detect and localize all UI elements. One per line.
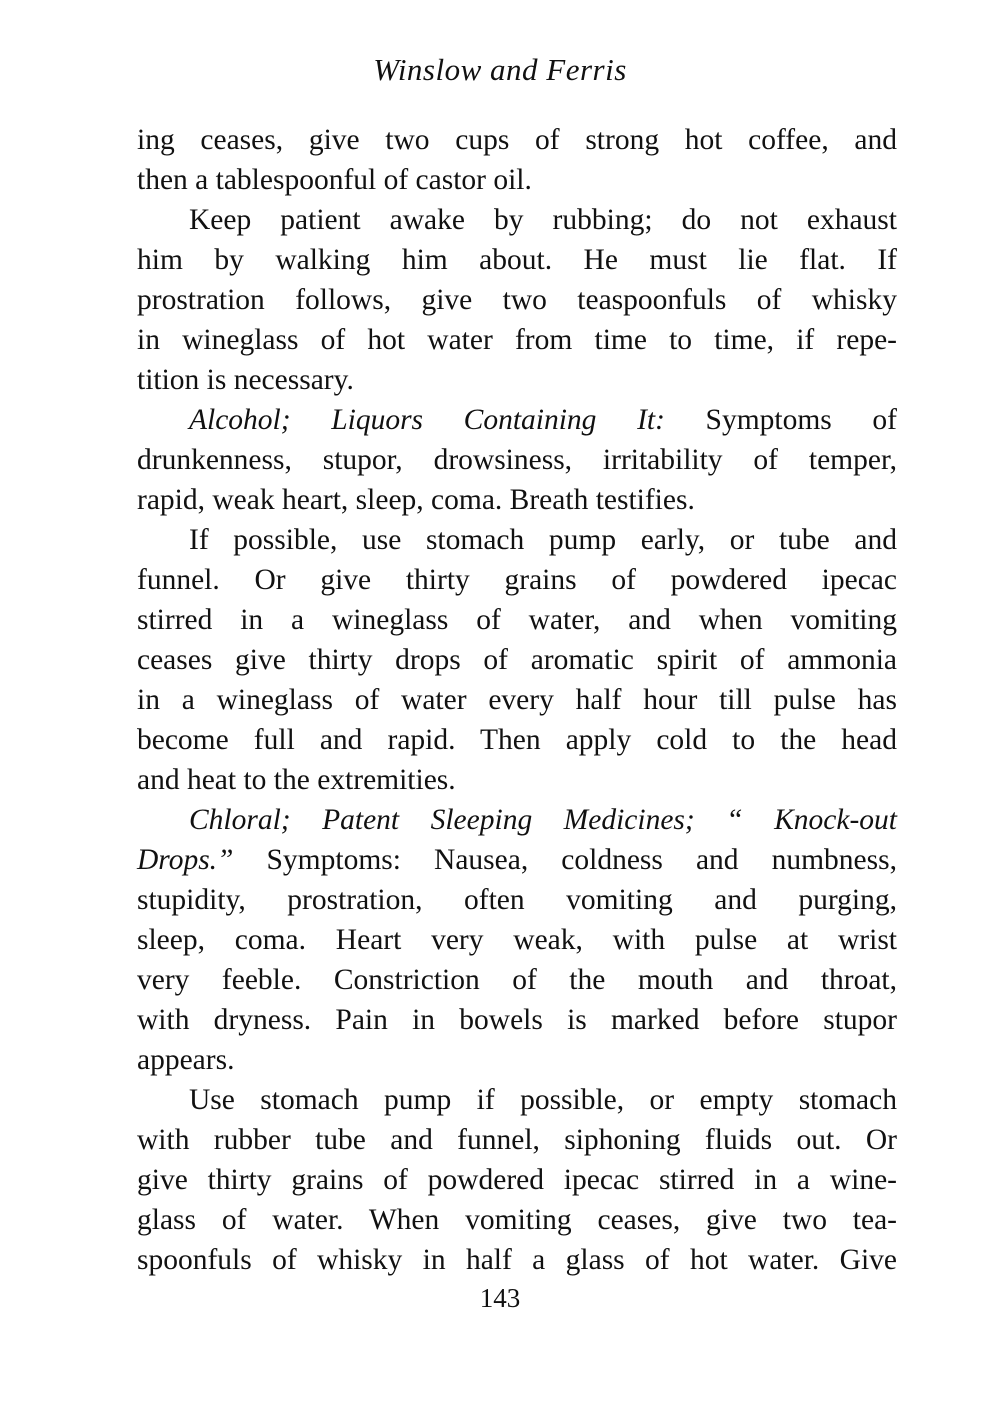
line-text: If possible, use stomach pump early, or tube and — [189, 524, 897, 556]
text-line — [137, 160, 897, 200]
line-text: stupidity, prostration, often vomiting and purging, — [137, 884, 897, 916]
line-text: Keep patient awake by rubbing; do not exhaust — [189, 204, 897, 236]
text-line — [137, 320, 897, 360]
text-line — [137, 440, 897, 480]
line-text: with dryness. Pain in bowels is marked before stupor — [137, 1004, 897, 1036]
text-line — [137, 400, 897, 440]
text-line — [137, 360, 897, 400]
running-header: Winslow and Ferris — [373, 52, 627, 87]
line-text: in a wineglass of water every half hour till pulse has — [137, 684, 897, 716]
line-text: with rubber tube and funnel, siphoning fluids out. Or — [137, 1124, 897, 1156]
line-text: him by walking him about. He must lie flat. If — [137, 244, 897, 276]
text-line — [137, 1000, 897, 1040]
text-line — [137, 1240, 897, 1280]
text-line — [137, 1080, 897, 1120]
line-text: and heat to the extremities. — [137, 764, 456, 796]
italic-heading: Alcohol; Liquors Containing It: — [189, 404, 665, 436]
text-line — [137, 720, 897, 760]
line-text: Use stomach pump if possible, or empty stomach — [189, 1084, 897, 1116]
text-line — [137, 1160, 897, 1200]
line-text: tition is necessary. — [137, 364, 354, 396]
line-text: give thirty grains of powdered ipecac stirred in a wine- — [137, 1164, 897, 1196]
line-text: appears. — [137, 1044, 235, 1076]
italic-heading: Chloral; Patent Sleeping Medicines; “ Knock-out — [189, 804, 897, 836]
line-text: then a tablespoonful of castor oil. — [137, 164, 532, 196]
text-line — [137, 760, 897, 800]
text-line — [137, 200, 897, 240]
line-text: ing ceases, give two cups of strong hot coffee, and — [137, 124, 897, 156]
text-line — [137, 1040, 897, 1080]
body-text — [137, 120, 897, 1280]
text-line — [137, 920, 897, 960]
line-text: Symptoms: Nausea, coldness and numbness, — [233, 844, 897, 876]
line-text: very feeble. Constriction of the mouth and throat, — [137, 964, 897, 996]
text-line — [137, 480, 897, 520]
text-line — [137, 800, 897, 840]
line-text: become full and rapid. Then apply cold to the head — [137, 724, 897, 756]
page-number: 143 — [479, 1283, 521, 1313]
line-text: in wineglass of hot water from time to time, if repe- — [137, 324, 897, 356]
line-text: stirred in a wineglass of water, and when vomiting — [137, 604, 897, 636]
text-line — [137, 880, 897, 920]
line-text: drunkenness, stupor, drowsiness, irritability of temper, — [137, 444, 897, 476]
text-line — [137, 960, 897, 1000]
italic-heading: Drops.” — [137, 844, 234, 876]
text-line — [137, 520, 897, 560]
text-line — [137, 1120, 897, 1160]
text-line — [137, 560, 897, 600]
line-text: glass of water. When vomiting ceases, give two tea- — [137, 1204, 897, 1236]
line-text: rapid, weak heart, sleep, coma. Breath testifies. — [137, 484, 695, 516]
line-text: ceases give thirty drops of aromatic spirit of ammonia — [137, 644, 897, 676]
text-line — [137, 280, 897, 320]
text-line — [137, 120, 897, 160]
text-line — [137, 640, 897, 680]
line-text: funnel. Or give thirty grains of powdered ipecac — [137, 564, 897, 596]
line-text: prostration follows, give two teaspoonfuls of whisky — [137, 284, 897, 316]
text-line — [137, 840, 897, 880]
text-line — [137, 600, 897, 640]
line-text: Symptoms of — [664, 404, 897, 436]
line-text: sleep, coma. Heart very weak, with pulse at wrist — [137, 924, 897, 956]
line-text: spoonfuls of whisky in half a glass of hot water. Give — [137, 1244, 897, 1276]
text-line — [137, 680, 897, 720]
text-line — [137, 1200, 897, 1240]
text-line — [137, 240, 897, 280]
